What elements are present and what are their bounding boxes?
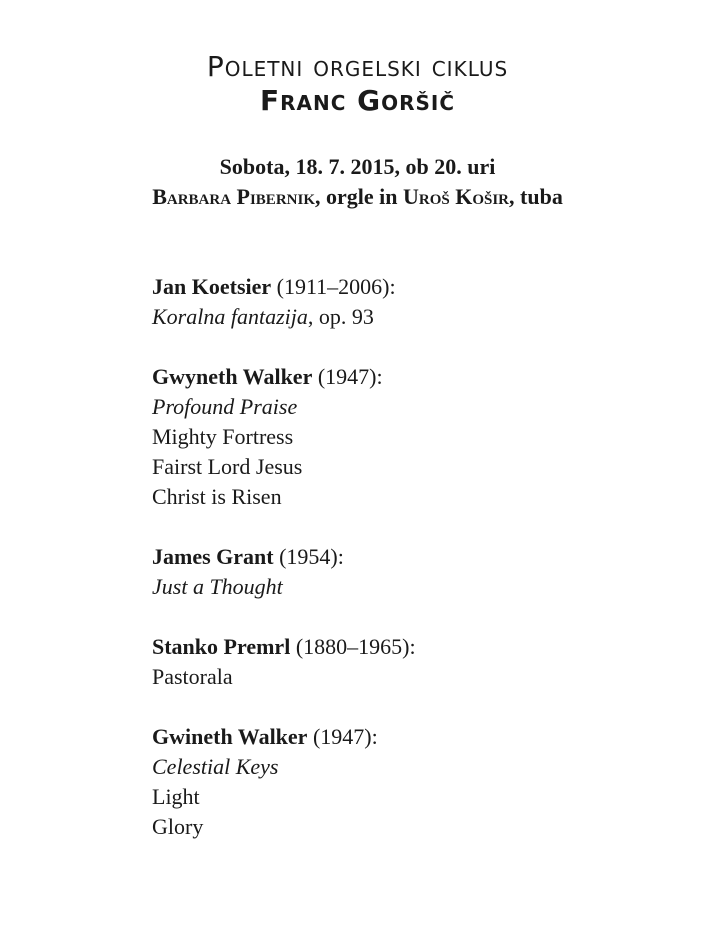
composer-name: Jan Koetsier bbox=[152, 274, 272, 299]
composer-name: Stanko Premrl bbox=[152, 634, 291, 659]
composer-name: Gwyneth Walker bbox=[152, 364, 313, 389]
work-line bbox=[152, 392, 692, 422]
composer-name: Gwineth Walker bbox=[152, 724, 308, 749]
composer-years: (1911–2006): bbox=[271, 274, 396, 299]
work-title: Light bbox=[152, 784, 200, 809]
work-line bbox=[152, 572, 692, 602]
composer-line bbox=[152, 722, 692, 752]
work-opus: , op. 93 bbox=[307, 304, 374, 329]
work-line bbox=[152, 482, 692, 512]
performer-tuba-role: , tuba bbox=[509, 184, 563, 209]
concert-program bbox=[152, 272, 692, 872]
work-title: Profound Praise bbox=[152, 394, 298, 419]
work-title: Glory bbox=[152, 814, 204, 839]
work-line bbox=[152, 662, 692, 692]
work-title: Koralna fantazija bbox=[152, 304, 308, 329]
program-piece-group bbox=[152, 722, 692, 842]
concert-series-title bbox=[0, 50, 715, 118]
work-title: Christ is Risen bbox=[152, 484, 282, 509]
composer-line bbox=[152, 272, 692, 302]
work-line bbox=[152, 422, 692, 452]
performer-organ-role: , orgle in bbox=[314, 184, 403, 209]
composer-line bbox=[152, 632, 692, 662]
composer-line bbox=[152, 362, 692, 392]
work-title: Celestial Keys bbox=[152, 754, 279, 779]
performer-organ: Barbara Pibernik bbox=[152, 184, 315, 209]
work-line bbox=[152, 752, 692, 782]
work-title: Pastorala bbox=[152, 664, 233, 689]
work-title: Fairst Lord Jesus bbox=[152, 454, 303, 479]
series-dedicatee: Franc Goršič bbox=[259, 84, 456, 117]
work-title: Just a Thought bbox=[152, 574, 283, 599]
composer-years: (1947): bbox=[312, 364, 383, 389]
performer-tuba: Uroš Košir bbox=[402, 184, 510, 209]
work-title: Mighty Fortress bbox=[152, 424, 294, 449]
program-piece-group bbox=[152, 632, 692, 692]
composer-years: (1947): bbox=[307, 724, 378, 749]
work-line bbox=[152, 302, 692, 332]
program-piece-group bbox=[152, 272, 692, 332]
composer-name: James Grant bbox=[152, 544, 274, 569]
work-line bbox=[152, 782, 692, 812]
program-piece-group bbox=[152, 542, 692, 602]
program-piece-group bbox=[152, 362, 692, 512]
composer-years: (1954): bbox=[273, 544, 344, 569]
composer-line bbox=[152, 542, 692, 572]
work-line bbox=[152, 812, 692, 842]
work-line bbox=[152, 452, 692, 482]
composer-years: (1880–1965): bbox=[290, 634, 416, 659]
event-info bbox=[0, 152, 715, 212]
performers-line bbox=[0, 182, 715, 212]
event-date: Sobota, 18. 7. 2015, ob 20. uri bbox=[219, 154, 496, 179]
series-name: Poletni orgelski ciklus bbox=[206, 50, 509, 83]
